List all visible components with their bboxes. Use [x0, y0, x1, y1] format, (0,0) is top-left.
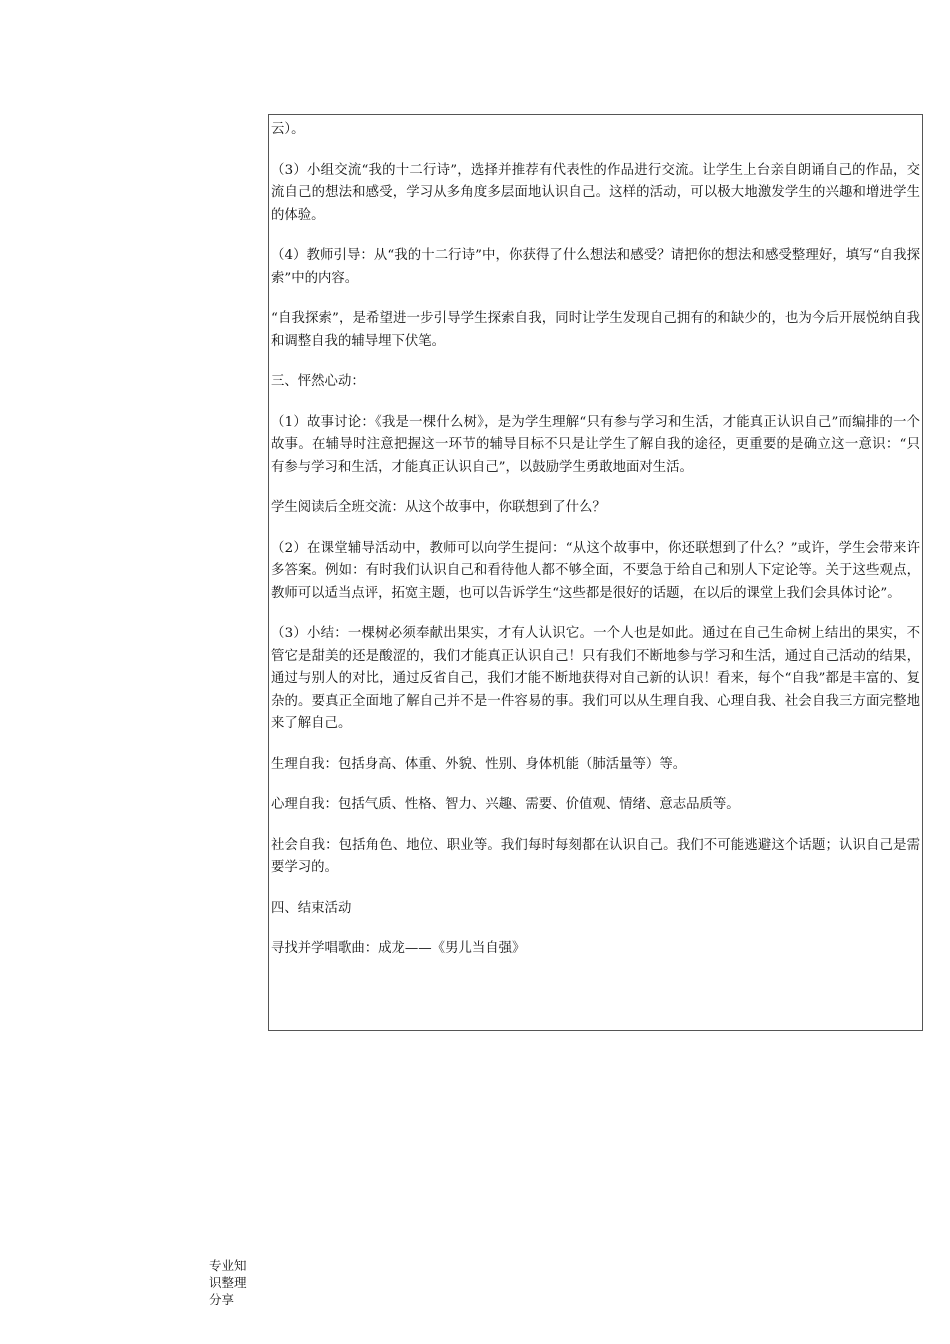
- section-heading-4: 四、结束活动: [271, 900, 352, 916]
- paragraph-song: 寻找并学唱歌曲：成龙——《男儿当自强》: [271, 941, 526, 956]
- paragraph-continuation: 云）。: [271, 122, 305, 137]
- section-heading-3: 三、怦然心动：: [271, 374, 365, 389]
- paragraph-psychological-self: 心理自我：包括气质、性格、智力、兴趣、需要、价值观、情绪、意志品质等。: [271, 797, 740, 812]
- paragraph-class-exchange: 学生阅读后全班交流：从这个故事中，你联想到了什么？: [271, 500, 606, 515]
- paragraph-social-self: 社会自我：包括角色、地位、职业等。我们每时每刻都在认识自己。我们不可能逃避这个话题；认识自己是需要学习的。: [271, 837, 920, 875]
- paragraph-group-exchange: （3）小组交流“我的十二行诗”，选择并推荐有代表性的作品进行交流。让学生上台亲自朗诵自己的作品，交流自己的想法和感受，学习从多角度多层面地认识自己。这样的活动，可以极大地激发学生的兴趣和增进学生的体验。: [271, 162, 920, 223]
- footer-note: 专业知识整理分享: [209, 1258, 247, 1307]
- paragraph-self-exploration: “自我探索”，是希望进一步引导学生探索自我，同时让学生发现自己拥有的和缺少的，也为今后开展悦纳自我和调整自我的辅导埋下伏笔。: [271, 311, 920, 349]
- paragraph-story-discussion: （1）故事讨论：《我是一棵什么树》，是为学生理解“只有参与学习和生活，才能真正认识自己”而编排的一个故事。在辅导时注意把握这一环节的辅导目标不只是让学生了解自我的途径，更重要的是确立这一意识：“只有参与学习和生活，才能真正认识自己”，以鼓励学生勇敢地面对生活。: [271, 414, 920, 475]
- paragraph-teacher-guidance: （4）教师引导：从“我的十二行诗”中，你获得了什么想法和感受？请把你的想法和感受整理好，填写“自我探索”中的内容。: [271, 248, 920, 286]
- paragraph-summary: （3）小结：一棵树必须奉献出果实，才有人认识它。一个人也是如此。通过在自己生命树上结出的果实，不管它是甜美的还是酸涩的，我们才能真正认识自己！只有我们不断地参与学习和生活，通过自己活动的结果，通过与别人的对比，通过反省自己，我们才能不断地获得对自己新的认识！看来，每个“自我”都是丰富的、复杂的。要真正全面地了解自己并不是一件容易的事。我们可以从生理自我、心理自我、社会自我三方面完整地来了解自己。: [271, 626, 920, 731]
- lesson-text-box: [268, 114, 923, 1031]
- paragraph-classroom-activity: （2）在课堂辅导活动中，教师可以向学生提问：“从这个故事中，你还联想到了什么？”或许，学生会带来许多答案。例如：有时我们认识自己和看待他人都不够全面，不要急于给自己和别人下定论等。关于这些观点，教师可以适当点评，拓宽主题，也可以告诉学生“这些都是很好的话题，在以后的课堂上我们会具体讨论”。: [271, 540, 920, 601]
- paragraph-physical-self: 生理自我：包括身高、体重、外貌、性别、身体机能（肺活量等）等。: [271, 756, 687, 772]
